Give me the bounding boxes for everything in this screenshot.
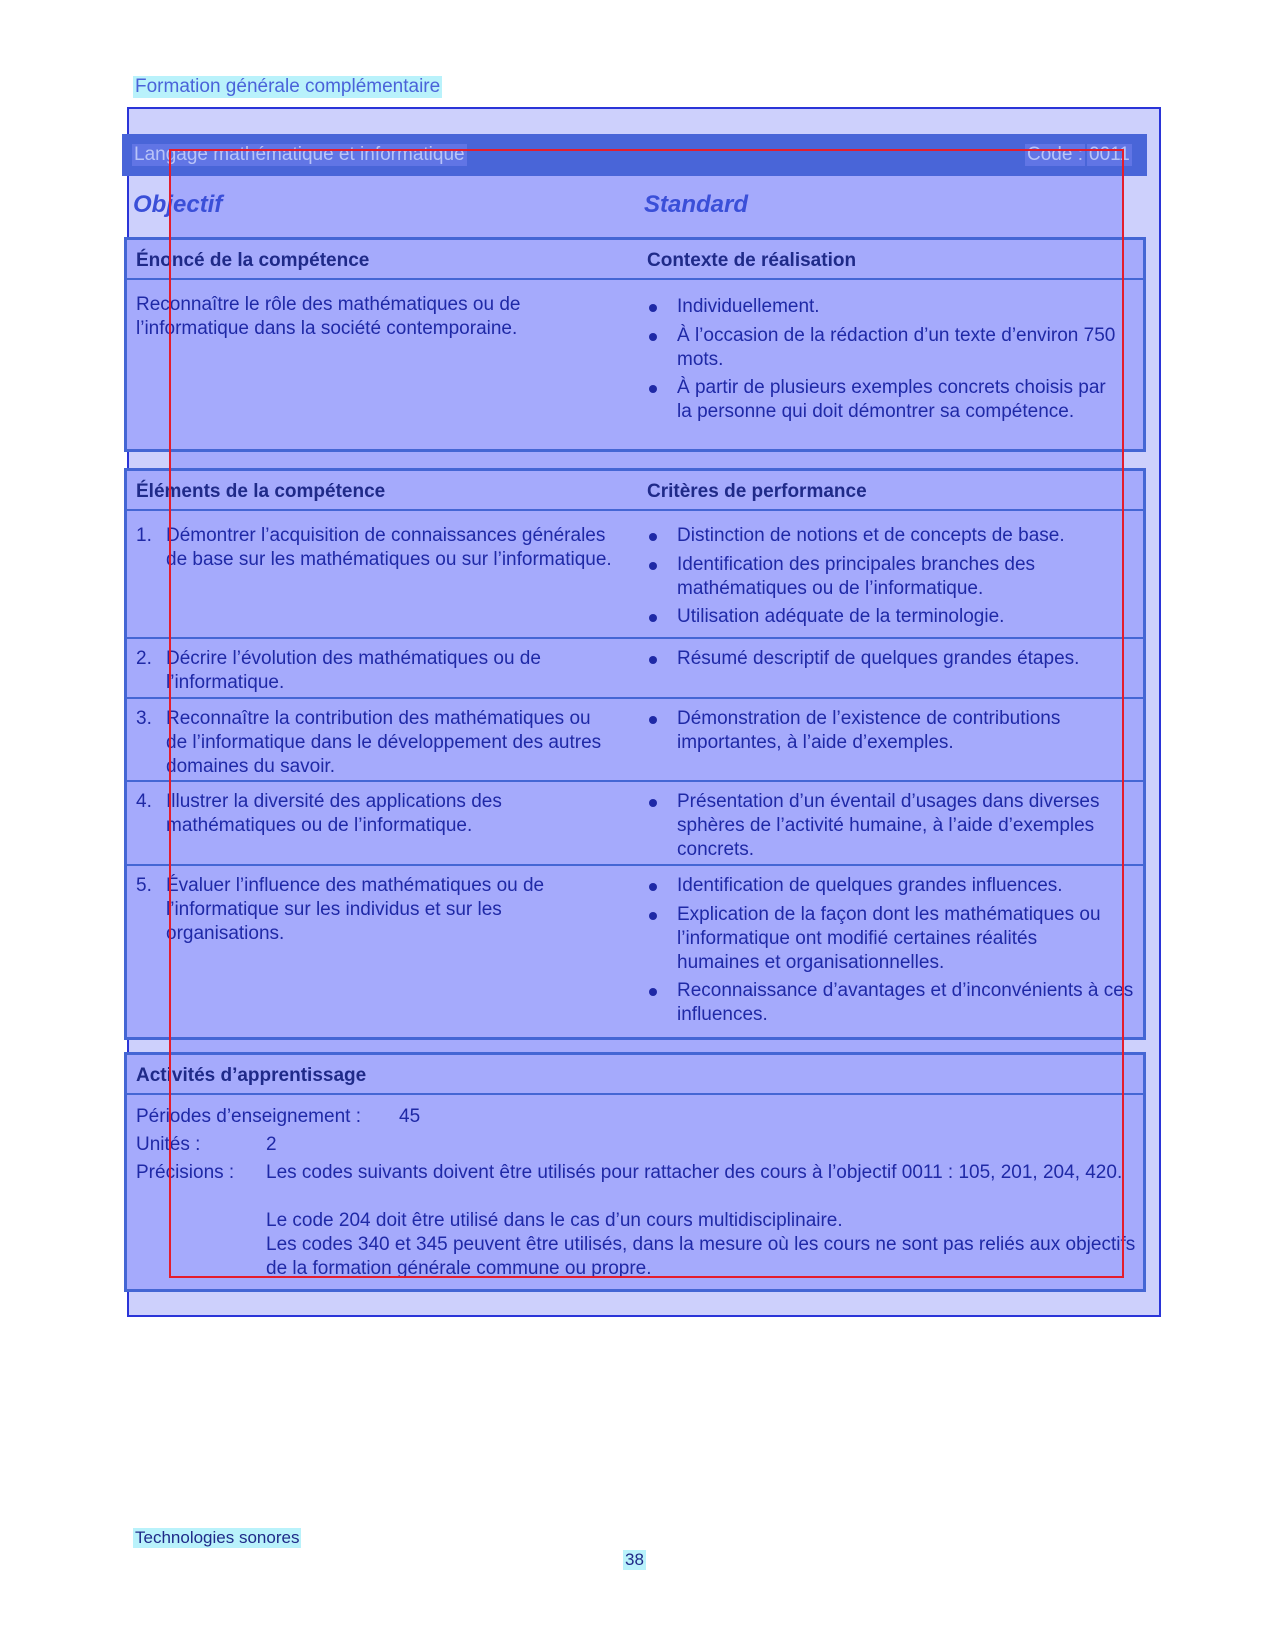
course-title-band <box>122 134 1147 176</box>
standard-heading: Standard <box>644 191 749 218</box>
periodes-label: Périodes d’enseignement : <box>136 1106 361 1127</box>
page-number: 38 <box>625 1550 644 1569</box>
element-number: 4. <box>136 791 152 812</box>
bullet-icon <box>649 533 657 541</box>
bullet-icon <box>649 656 657 664</box>
precision-item: Les codes suivants doivent être utilisés pour rattacher des cours à l’objectif 0011 : 105, 201, 204, 420. <box>266 1162 1123 1183</box>
precision-item: Les codes 340 et 345 peuvent être utilisés, dans la mesure où les cours ne sont pas reliés aux objectifs de la formation générale commune ou propre. <box>266 1234 1136 1279</box>
unites-label: Unités : <box>136 1134 201 1155</box>
critere-item: Explication de la façon dont les mathématiques ou l’informatique ont modifié certaines réalités humaines et organisationnelles. <box>677 904 1101 973</box>
element-number: 5. <box>136 875 152 896</box>
enonce-text: Reconnaître le rôle des mathématiques ou de l’informatique dans la société contemporaine. <box>136 294 521 339</box>
objectif-heading: Objectif <box>133 191 223 218</box>
critere-item: Démonstration de l’existence de contributions importantes, à l’aide d’exemples. <box>677 708 1061 753</box>
bullet-icon <box>649 799 657 807</box>
element-number: 3. <box>136 708 152 729</box>
competence-box-header <box>127 240 1143 280</box>
row-divider <box>127 697 1143 699</box>
criteres-label: Critères de performance <box>647 481 867 502</box>
critere-item: Reconnaissance d’avantages et d’inconvénients à ces influences. <box>677 980 1134 1025</box>
activites-box <box>124 1052 1146 1292</box>
contexte-item: À l’occasion de la rédaction d’un texte d’environ 750 mots. <box>677 325 1116 370</box>
row-divider <box>127 637 1143 639</box>
bullet-icon <box>649 614 657 622</box>
critere-item: Utilisation adéquate de la terminologie. <box>677 606 1005 627</box>
bullet-icon <box>649 912 657 920</box>
element-text: Décrire l’évolution des mathématiques ou de l’informatique. <box>166 648 541 693</box>
critere-item: Distinction de notions et de concepts de base. <box>677 525 1065 546</box>
row-divider <box>127 780 1143 782</box>
enonce-label: Énoncé de la compétence <box>136 250 370 271</box>
footer-program: Technologies sonores <box>135 1528 300 1547</box>
elements-box <box>124 468 1146 1040</box>
element-text: Illustrer la diversité des applications des mathématiques ou de l’informatique. <box>166 791 502 836</box>
precisions-label: Précisions : <box>136 1162 235 1183</box>
bullet-icon <box>649 385 657 393</box>
section-title: Formation générale complémentaire <box>135 76 441 97</box>
critere-item: Identification de quelques grandes influences. <box>677 875 1063 896</box>
row-divider <box>127 864 1143 866</box>
element-number: 1. <box>136 525 152 546</box>
bullet-icon <box>649 883 657 891</box>
bullet-icon <box>649 716 657 724</box>
element-text: Reconnaître la contribution des mathématiques ou de l’informatique dans le développement des autres domaines du savoir. <box>166 708 602 777</box>
element-number: 2. <box>136 648 152 669</box>
contexte-item: À partir de plusieurs exemples concrets choisis par la personne qui doit démontrer sa compétence. <box>677 377 1106 422</box>
precision-item: Le code 204 doit être utilisé dans le cas d’un cours multidisciplinaire. <box>266 1210 843 1231</box>
bullet-icon <box>649 333 657 341</box>
unites-value: 2 <box>266 1134 277 1155</box>
code-value: 0011 <box>1089 144 1130 165</box>
competence-box <box>124 237 1146 452</box>
course-title: Langage mathématique et informatique <box>134 144 465 165</box>
code-label: Code : <box>1027 144 1083 165</box>
elements-label: Éléments de la compétence <box>136 481 386 502</box>
activites-label: Activités d’apprentissage <box>136 1065 367 1086</box>
element-text: Évaluer l’influence des mathématiques ou de l’informatique sur les individus et sur les organisations. <box>166 875 545 944</box>
activites-box-header <box>127 1055 1143 1095</box>
contexte-item: Individuellement. <box>677 296 820 317</box>
elements-box-header <box>127 471 1143 511</box>
critere-item: Présentation d’un éventail d’usages dans diverses sphères de l’activité humaine, à l’aide d’exemples concrets. <box>677 791 1100 860</box>
critere-item: Identification des principales branches des mathématiques ou de l’informatique. <box>677 554 1036 599</box>
periodes-value: 45 <box>399 1106 421 1127</box>
bullet-icon <box>649 988 657 996</box>
bullet-icon <box>649 562 657 570</box>
critere-item: Résumé descriptif de quelques grandes étapes. <box>677 648 1080 669</box>
bullet-icon <box>649 304 657 312</box>
element-text: Démontrer l’acquisition de connaissances générales de base sur les mathématiques ou sur l’informatique. <box>166 525 612 570</box>
contexte-label: Contexte de réalisation <box>647 250 857 271</box>
